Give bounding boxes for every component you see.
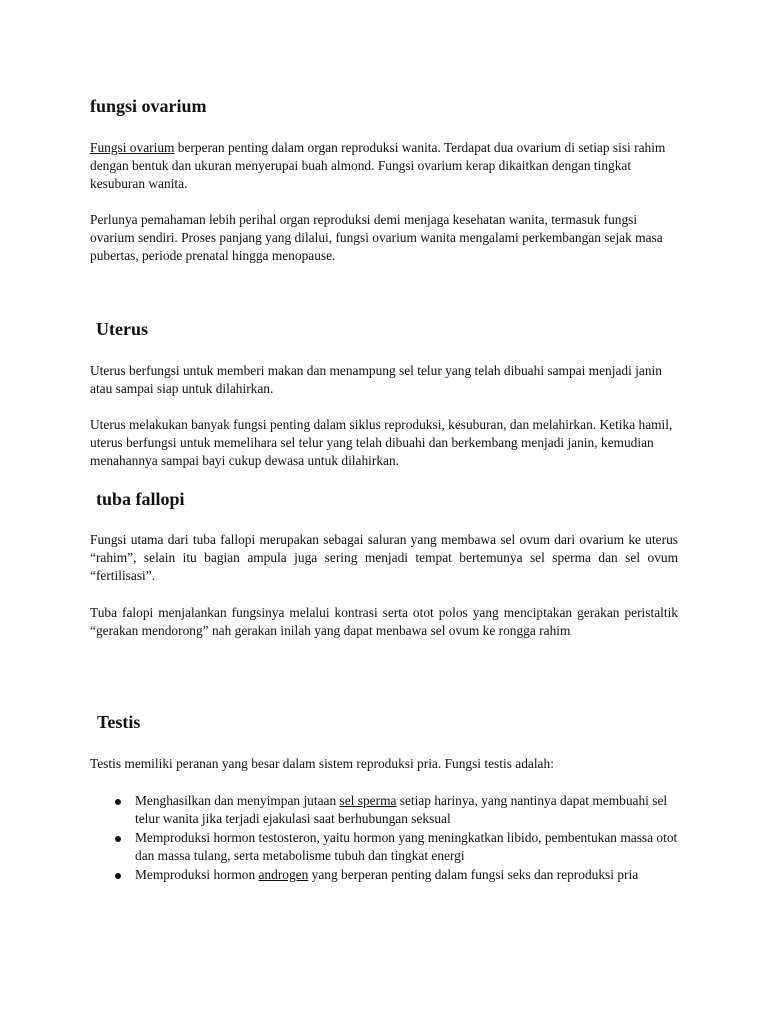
paragraph-ovarium-1-text: berperan penting dalam organ reproduksi wanita. Terdapat dua ovarium di setiap sisi rahim dengan bentuk dan ukuran menyerupai buah almond. Fungsi ovarium kerap dikaitkan dengan tingkat kesuburan wanita.: [90, 140, 666, 191]
list-item-text: Memproduksi hormon: [135, 867, 259, 882]
paragraph-ovarium-2: Perlunya pemahaman lebih perihal organ reproduksi demi menjaga kesehatan wanita, termasuk fungsi ovarium sendiri. Proses panjang yang dilalui, fungsi ovarium wanita mengalami perkembangan sejak masa pubertas, periode prenatal hingga menopause.: [90, 212, 663, 263]
list-item-text: Menghasilkan dan menyimpan jutaan: [135, 793, 340, 808]
bullet-icon: [115, 836, 121, 842]
paragraph-testis-intro: Testis memiliki peranan yang besar dalam sistem reproduksi pria. Fungsi testis adalah:: [90, 756, 554, 771]
list-item: [90, 792, 678, 828]
paragraph-tuba-1: Fungsi utama dari tuba fallopi merupakan sebagai saluran yang membawa sel ovum dari ovarium ke uterus “rahim”, selain itu bagian ampula juga sering menjadi tempat bertemunya sel sperma dan sel ovum “fertilisasi”.: [90, 532, 678, 583]
paragraph-ovarium-1: [90, 139, 678, 193]
list-item-text: setiap harinya, yang nantinya dapat membuahi sel telur wanita jika terjadi ejakulasi saat berhubungan seksual: [135, 793, 668, 826]
list-item: [90, 829, 678, 865]
link-sel-sperma[interactable]: sel sperma: [339, 793, 397, 808]
link-androgen[interactable]: androgen: [258, 867, 309, 882]
bullet-icon: [115, 873, 121, 879]
testis-function-list: [90, 792, 678, 885]
heading-fungsi-ovarium: fungsi ovarium: [90, 96, 207, 116]
list-item-text: Memproduksi hormon testosteron, yaitu hormon yang meningkatkan libido, pembentukan massa otot dan massa tulang, serta metabolisme tubuh dan tingkat energi: [135, 830, 678, 863]
paragraph-uterus-2: Uterus melakukan banyak fungsi penting dalam siklus reproduksi, kesuburan, dan melahirkan. Ketika hamil, uterus berfungsi untuk memelihara sel telur yang telah dibuahi dan berkembang menjadi janin, kemudian menahannya sampai bayi cukup dewasa untuk dilahirkan.: [90, 417, 673, 468]
list-item-text: yang berperan penting dalam fungsi seks dan reproduksi pria: [308, 867, 639, 882]
paragraph-uterus-1: Uterus berfungsi untuk memberi makan dan menampung sel telur yang telah dibuahi sampai menjadi janin atau sampai siap untuk dilahirkan.: [90, 363, 662, 396]
link-fungsi-ovarium[interactable]: Fungsi ovarium: [90, 140, 175, 155]
heading-testis: Testis: [97, 712, 141, 732]
heading-uterus: Uterus: [96, 319, 148, 339]
bullet-icon: [115, 799, 121, 805]
list-item: [90, 866, 678, 884]
heading-tuba-fallopi: tuba fallopi: [96, 489, 185, 509]
paragraph-tuba-2: Tuba falopi menjalankan fungsinya melalui kontrasi serta otot polos yang menciptakan gerakan peristaltik “gerakan mendorong” nah gerakan inilah yang dapat menbawa sel ovum ke rongga rahim: [90, 605, 678, 638]
